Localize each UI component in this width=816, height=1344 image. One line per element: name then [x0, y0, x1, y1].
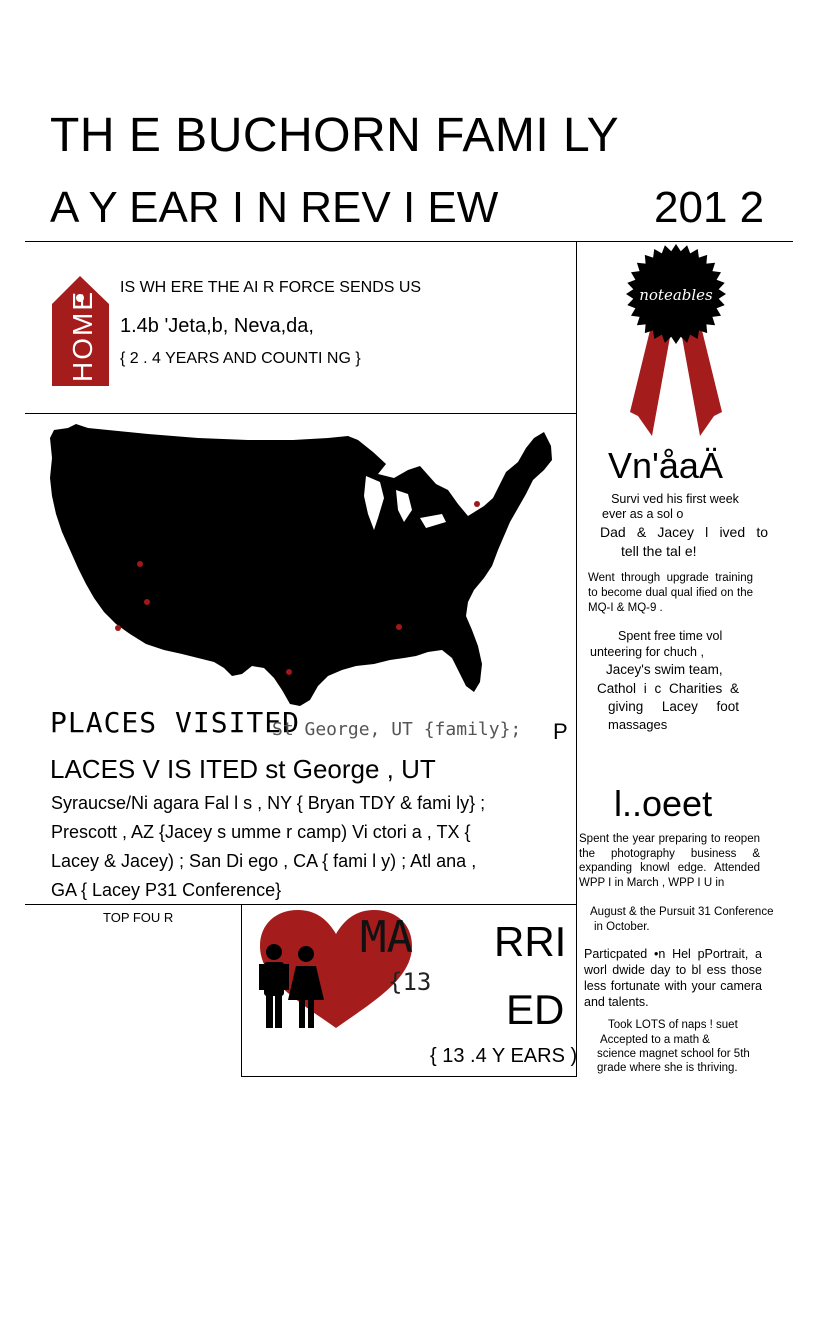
- places-line: GA { Lacey P31 Conference}: [51, 880, 282, 900]
- home-line-1: IS WH ERE THE AI R FORCE SENDS US: [120, 279, 422, 296]
- person1-name: Vn'åaÄ: [608, 445, 723, 486]
- person1-p1c: Dad & Jacey l ived to: [600, 524, 768, 540]
- home-location: 1.4b 'Jeta,b, Neva,da,: [120, 315, 314, 337]
- home-tag-label: HOME: [67, 290, 98, 382]
- married-left-border: [241, 904, 242, 1076]
- person1-p3e: giving Lacey foot: [608, 699, 739, 714]
- places-list: [51, 789, 551, 905]
- us-map-icon: [48, 418, 558, 708]
- married-bottom-border: [241, 1076, 576, 1077]
- map-pin-ga: [396, 624, 402, 630]
- person2-name: l..oeet: [614, 783, 713, 824]
- person2-p4b: science magnet school for 5th: [597, 1048, 750, 1060]
- person2-p1c: in October.: [594, 921, 650, 933]
- person2-p4c: grade where she is thriving.: [597, 1062, 738, 1074]
- places-line: Prescott , AZ {Jacey s umme r camp) Vi ctori a , TX {: [51, 822, 471, 842]
- person1-p3d: Cathol i c Charities &: [597, 681, 739, 696]
- home-divider: [25, 413, 576, 414]
- person2-p1b: August & the Pursuit 31 Conference: [590, 906, 774, 918]
- map-pin-az: [144, 599, 150, 605]
- married-ed: ED: [506, 986, 565, 1033]
- married-13: {13: [388, 968, 432, 996]
- person2-p1: Spent the year preparing to reopen the photography business & expanding knowl edge. Attended WPP I in March , WPP I U in: [579, 833, 760, 889]
- places-main: LACES V IS ITED st George , UT: [50, 754, 436, 784]
- person1-p1b: ever as a sol o: [602, 507, 684, 521]
- map-pin-ca: [115, 625, 121, 631]
- person1-p1d: tell the tal e!: [621, 543, 697, 559]
- places-header: PLACES VISITED: [50, 706, 301, 739]
- top-four-label: TOP FOU R: [103, 910, 174, 925]
- header-divider: [25, 241, 793, 242]
- page-subtitle: A Y EAR I N REV I EW: [50, 183, 499, 232]
- map-pin-tx: [286, 669, 292, 675]
- person1-p2: Went through upgrade training to become dual qual ified on the MQ-I & MQ-9 .: [588, 572, 753, 614]
- home-tag-icon: [52, 276, 109, 386]
- year-label: 201 2: [654, 183, 765, 232]
- married-years: { 13 .4 Y EARS ): [430, 1045, 578, 1067]
- column-divider: [576, 241, 577, 1077]
- married-ma: MA: [360, 912, 413, 963]
- person2-p3: Took LOTS of naps ! suet: [608, 1019, 738, 1031]
- person1-p1a: Survi ved his first week: [611, 492, 739, 506]
- person1-p3c: Jacey's swim team,: [606, 662, 723, 677]
- home-duration: { 2 . 4 YEARS AND COUNTI NG }: [120, 350, 361, 367]
- ribbon-icon: [624, 244, 728, 438]
- person1-p3a: Spent free time vol: [618, 629, 723, 643]
- person1-p3b: unteering for chuch ,: [590, 645, 704, 659]
- places-inline: St George, UT {family};: [272, 719, 522, 740]
- map-pin-ny: [474, 501, 480, 507]
- places-line: Syraucse/Ni agara Fal l s , NY { Bryan TDY & fami ly} ;: [51, 793, 486, 813]
- married-rri: RRI: [494, 918, 567, 965]
- page-title: TH E BUCHORN FAMI LY: [50, 109, 620, 162]
- person1-p3f: massages: [608, 717, 668, 732]
- places-line: Lacey & Jacey) ; San Di ego , CA { fami l y) ; Atl ana ,: [51, 851, 477, 871]
- ribbon-label: noteables: [639, 286, 713, 304]
- map-pin-ut: [137, 561, 143, 567]
- person2-p4a: Accepted to a math &: [600, 1034, 710, 1046]
- person2-p2: Particpated •n Hel pPortrait, a worl dwide day to bl ess those less fortunate with your camera and talents.: [584, 947, 762, 1009]
- places-p-letter: P: [553, 719, 568, 744]
